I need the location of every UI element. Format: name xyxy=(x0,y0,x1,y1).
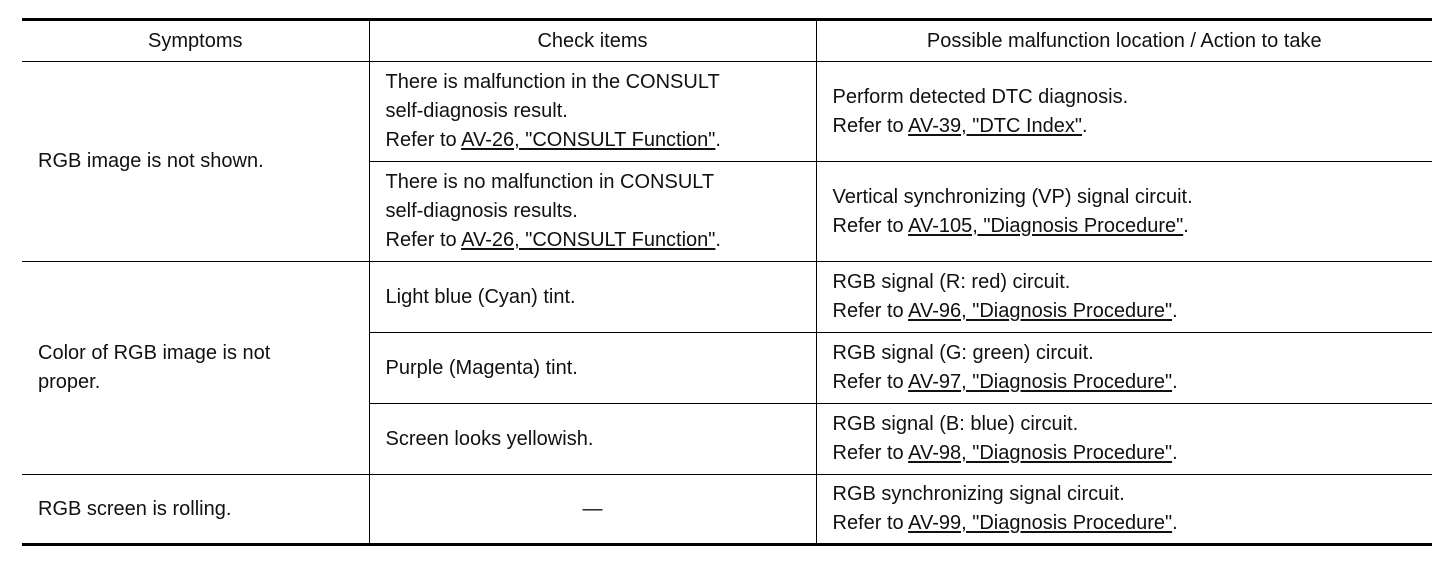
reference-link[interactable]: AV-26, "CONSULT Function" xyxy=(461,129,716,151)
symptom-cell xyxy=(22,475,369,545)
table-row xyxy=(22,262,1432,333)
refer-prefix: Refer to xyxy=(832,512,909,534)
refer-suffix: . xyxy=(1172,371,1178,393)
refer-prefix: Refer to xyxy=(832,214,909,237)
diagnosis-table-container xyxy=(22,18,1432,546)
refer-prefix: Refer to xyxy=(832,300,909,322)
header-action: Possible malfunction location / Action to take xyxy=(816,20,1432,62)
reference-link[interactable]: AV-99, "Diagnosis Procedure" xyxy=(908,512,1173,534)
check-text-line: self-diagnosis result. xyxy=(385,100,568,122)
refer-suffix: . xyxy=(1172,512,1178,534)
check-text: Purple (Magenta) tint. xyxy=(385,356,578,379)
reference-link[interactable]: AV-96, "Diagnosis Procedure" xyxy=(908,300,1173,322)
action-text-line: RGB synchronizing signal circuit. xyxy=(832,483,1125,505)
refer-suffix: . xyxy=(1172,442,1178,464)
symptom-text: RGB screen is rolling. xyxy=(38,497,232,520)
check-text-line: There is malfunction in the CONSULT xyxy=(385,71,720,93)
refer-suffix: . xyxy=(1183,214,1189,237)
check-cell xyxy=(369,62,816,162)
check-cell xyxy=(369,162,816,262)
diagnosis-table xyxy=(22,18,1432,546)
table-row xyxy=(22,475,1432,545)
reference-line xyxy=(386,126,800,155)
action-cell xyxy=(816,162,1432,262)
header-check-items: Check items xyxy=(369,20,816,62)
action-text-line: Vertical synchronizing (VP) signal circuit. xyxy=(832,185,1193,208)
refer-suffix: . xyxy=(715,129,721,151)
refer-prefix: Refer to xyxy=(832,371,909,393)
refer-suffix: . xyxy=(715,229,721,251)
header-symptoms: Symptoms xyxy=(22,20,369,62)
refer-prefix: Refer to xyxy=(385,229,462,251)
reference-link[interactable]: AV-105, "Diagnosis Procedure" xyxy=(908,214,1184,237)
header-row xyxy=(22,20,1432,62)
check-text: Light blue (Cyan) tint. xyxy=(385,285,576,308)
reference-line xyxy=(833,439,1417,468)
refer-prefix: Refer to xyxy=(832,114,909,137)
action-text-line: RGB signal (B: blue) circuit. xyxy=(832,413,1079,435)
reference-link[interactable]: AV-39, "DTC Index" xyxy=(908,114,1083,137)
refer-suffix: . xyxy=(1172,300,1178,322)
action-cell xyxy=(816,333,1432,404)
symptom-text-line: Color of RGB image is not xyxy=(38,342,271,364)
action-text-line: RGB signal (R: red) circuit. xyxy=(832,271,1071,293)
action-text-line: Perform detected DTC diagnosis. xyxy=(832,85,1129,108)
action-cell xyxy=(816,262,1432,333)
table-row xyxy=(22,62,1432,162)
reference-link[interactable]: AV-97, "Diagnosis Procedure" xyxy=(908,371,1173,393)
symptom-cell xyxy=(22,62,369,262)
symptom-cell xyxy=(22,262,369,475)
reference-line xyxy=(386,226,800,255)
check-cell xyxy=(369,475,816,545)
check-cell xyxy=(369,404,816,475)
reference-link[interactable]: AV-98, "Diagnosis Procedure" xyxy=(908,442,1173,464)
check-text: — xyxy=(582,497,603,520)
action-text-line: RGB signal (G: green) circuit. xyxy=(832,342,1094,364)
action-cell xyxy=(816,62,1432,162)
check-text: Screen looks yellowish. xyxy=(385,427,594,450)
check-cell xyxy=(369,262,816,333)
reference-line xyxy=(833,368,1417,397)
action-cell xyxy=(816,475,1432,545)
reference-line xyxy=(833,212,1417,241)
reference-line xyxy=(833,112,1417,141)
check-text-line: self-diagnosis results. xyxy=(385,200,578,222)
action-cell xyxy=(816,404,1432,475)
reference-line xyxy=(833,297,1417,326)
reference-line xyxy=(833,509,1417,538)
refer-prefix: Refer to xyxy=(832,442,909,464)
symptom-text: RGB image is not shown. xyxy=(38,150,264,172)
symptom-text-line: proper. xyxy=(38,371,101,393)
check-text-line: There is no malfunction in CONSULT xyxy=(385,171,715,193)
refer-suffix: . xyxy=(1082,114,1088,137)
reference-link[interactable]: AV-26, "CONSULT Function" xyxy=(461,229,716,251)
refer-prefix: Refer to xyxy=(385,129,462,151)
check-cell xyxy=(369,333,816,404)
